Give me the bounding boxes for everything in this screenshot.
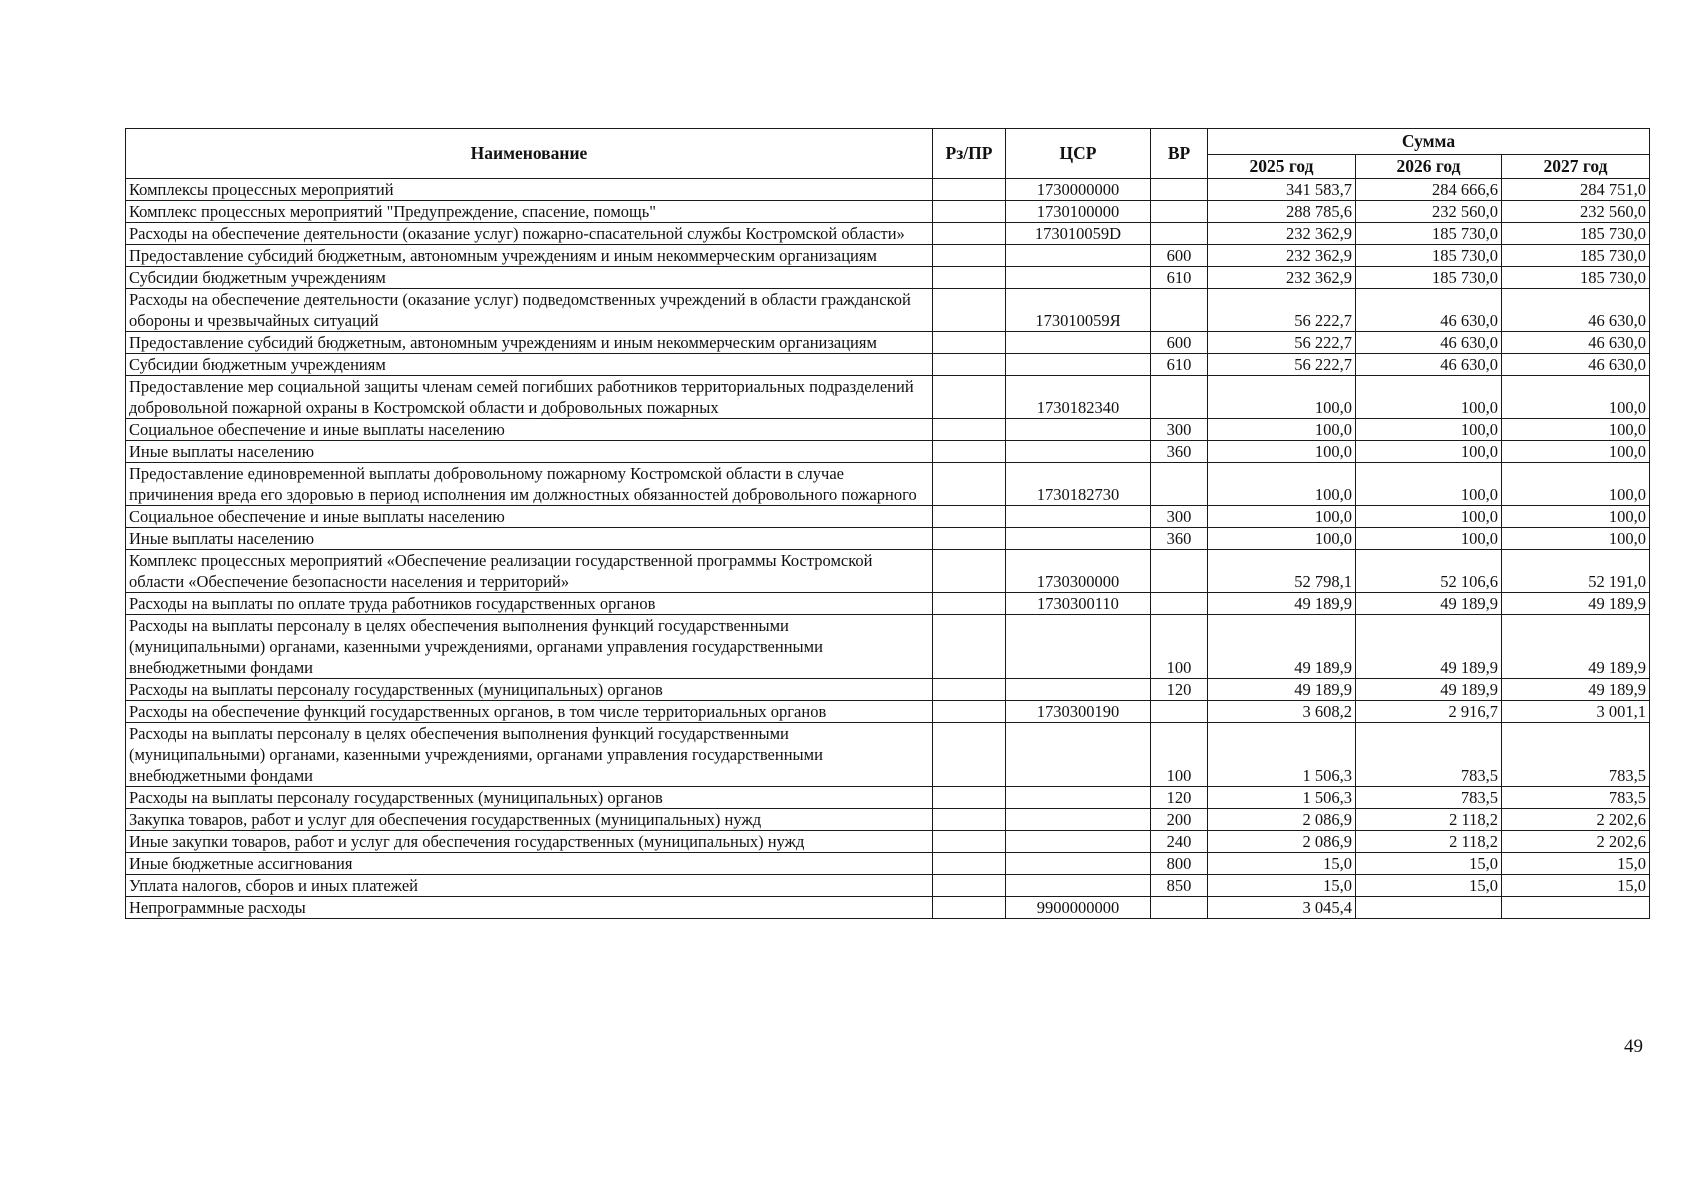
cell-vr: 100 — [1151, 615, 1208, 679]
cell-2027: 49 189,9 — [1502, 615, 1650, 679]
cell-2026: 52 106,6 — [1356, 550, 1502, 593]
cell-name: Расходы на обеспечение деятельности (оказание услуг) пожарно-спасательной службы Костромской области» — [126, 223, 933, 245]
table-row — [126, 853, 1650, 875]
cell-rzpr — [933, 332, 1006, 354]
cell-2027: 49 189,9 — [1502, 593, 1650, 615]
cell-name: Предоставление единовременной выплаты добровольному пожарному Костромской области в случае причинения вреда его здоровью в период исполнения им должностных обязанностей добровольного пожарного — [126, 463, 933, 506]
cell-rzpr — [933, 223, 1006, 245]
cell-rzpr — [933, 679, 1006, 701]
table-row — [126, 332, 1650, 354]
cell-name: Иные выплаты населению — [126, 441, 933, 463]
cell-vr: 120 — [1151, 679, 1208, 701]
cell-2025: 100,0 — [1208, 441, 1356, 463]
cell-rzpr — [933, 615, 1006, 679]
cell-rzpr — [933, 897, 1006, 919]
cell-vr: 120 — [1151, 787, 1208, 809]
cell-2027: 46 630,0 — [1502, 354, 1650, 376]
table-row — [126, 528, 1650, 550]
cell-csr — [1006, 506, 1151, 528]
cell-rzpr — [933, 289, 1006, 332]
cell-2025: 288 785,6 — [1208, 201, 1356, 223]
cell-2027 — [1502, 897, 1650, 919]
cell-2026: 2 118,2 — [1356, 831, 1502, 853]
table-row — [126, 463, 1650, 506]
cell-csr — [1006, 853, 1151, 875]
cell-name: Комплекс процессных мероприятий «Обеспечение реализации государственной программы Костромской области «Обеспечение безопасности населения и территорий» — [126, 550, 933, 593]
table-row — [126, 267, 1650, 289]
cell-vr — [1151, 897, 1208, 919]
cell-name: Субсидии бюджетным учреждениям — [126, 354, 933, 376]
cell-rzpr — [933, 354, 1006, 376]
cell-2026 — [1356, 897, 1502, 919]
cell-2026: 49 189,9 — [1356, 679, 1502, 701]
cell-2026: 783,5 — [1356, 787, 1502, 809]
cell-vr: 610 — [1151, 267, 1208, 289]
cell-rzpr — [933, 179, 1006, 201]
cell-vr — [1151, 289, 1208, 332]
cell-csr: 1730300110 — [1006, 593, 1151, 615]
table-row — [126, 179, 1650, 201]
cell-rzpr — [933, 506, 1006, 528]
table-body — [126, 179, 1650, 919]
cell-rzpr — [933, 441, 1006, 463]
cell-rzpr — [933, 463, 1006, 506]
cell-rzpr — [933, 787, 1006, 809]
cell-vr — [1151, 376, 1208, 419]
cell-2025: 56 222,7 — [1208, 332, 1356, 354]
cell-vr: 610 — [1151, 354, 1208, 376]
header-year-2027: 2027 год — [1502, 155, 1650, 179]
cell-vr — [1151, 223, 1208, 245]
budget-table — [125, 128, 1650, 919]
cell-2026: 100,0 — [1356, 419, 1502, 441]
cell-csr — [1006, 615, 1151, 679]
cell-vr: 600 — [1151, 245, 1208, 267]
cell-csr: 1730000000 — [1006, 179, 1151, 201]
cell-2026: 232 560,0 — [1356, 201, 1502, 223]
cell-2025: 232 362,9 — [1208, 267, 1356, 289]
table-row — [126, 875, 1650, 897]
cell-vr: 300 — [1151, 506, 1208, 528]
cell-csr — [1006, 267, 1151, 289]
cell-name: Расходы на выплаты персоналу государственных (муниципальных) органов — [126, 787, 933, 809]
cell-2026: 100,0 — [1356, 441, 1502, 463]
cell-rzpr — [933, 831, 1006, 853]
cell-csr: 173010059Я — [1006, 289, 1151, 332]
cell-2027: 15,0 — [1502, 853, 1650, 875]
cell-2025: 15,0 — [1208, 875, 1356, 897]
cell-2027: 100,0 — [1502, 506, 1650, 528]
header-year-2026: 2026 год — [1356, 155, 1502, 179]
cell-2025: 100,0 — [1208, 419, 1356, 441]
cell-vr: 240 — [1151, 831, 1208, 853]
page-number: 49 — [1624, 1036, 1643, 1057]
cell-name: Расходы на выплаты персоналу государственных (муниципальных) органов — [126, 679, 933, 701]
cell-2027: 52 191,0 — [1502, 550, 1650, 593]
cell-2027: 783,5 — [1502, 723, 1650, 787]
cell-2026: 2 118,2 — [1356, 809, 1502, 831]
cell-2026: 100,0 — [1356, 463, 1502, 506]
table-row — [126, 506, 1650, 528]
cell-rzpr — [933, 701, 1006, 723]
cell-2025: 100,0 — [1208, 463, 1356, 506]
cell-2026: 185 730,0 — [1356, 245, 1502, 267]
cell-2025: 2 086,9 — [1208, 809, 1356, 831]
cell-2026: 15,0 — [1356, 853, 1502, 875]
cell-2026: 284 666,6 — [1356, 179, 1502, 201]
cell-2027: 2 202,6 — [1502, 831, 1650, 853]
cell-2025: 341 583,7 — [1208, 179, 1356, 201]
table-row — [126, 223, 1650, 245]
cell-csr — [1006, 809, 1151, 831]
cell-csr — [1006, 332, 1151, 354]
cell-csr — [1006, 787, 1151, 809]
cell-2026: 49 189,9 — [1356, 593, 1502, 615]
cell-name: Субсидии бюджетным учреждениям — [126, 267, 933, 289]
cell-csr — [1006, 528, 1151, 550]
cell-csr — [1006, 441, 1151, 463]
table-row — [126, 787, 1650, 809]
cell-name: Расходы на обеспечение деятельности (оказание услуг) подведомственных учреждений в области гражданской обороны и чрезвычайных ситуаций — [126, 289, 933, 332]
cell-csr: 1730182730 — [1006, 463, 1151, 506]
header-name: Наименование — [126, 129, 933, 179]
cell-vr: 100 — [1151, 723, 1208, 787]
table-row — [126, 201, 1650, 223]
cell-2027: 15,0 — [1502, 875, 1650, 897]
cell-2026: 15,0 — [1356, 875, 1502, 897]
cell-name: Уплата налогов, сборов и иных платежей — [126, 875, 933, 897]
cell-2025: 56 222,7 — [1208, 354, 1356, 376]
cell-vr — [1151, 593, 1208, 615]
cell-2025: 1 506,3 — [1208, 787, 1356, 809]
cell-2027: 232 560,0 — [1502, 201, 1650, 223]
cell-name: Расходы на выплаты персоналу в целях обеспечения выполнения функций государственными (муниципальными) органами, казенными учреждениями, органами управления государственными внебюджетными фондами — [126, 723, 933, 787]
header-rzpr: Рз/ПР — [933, 129, 1006, 179]
cell-rzpr — [933, 528, 1006, 550]
cell-csr — [1006, 831, 1151, 853]
cell-2026: 185 730,0 — [1356, 223, 1502, 245]
cell-2025: 52 798,1 — [1208, 550, 1356, 593]
cell-2025: 3 045,4 — [1208, 897, 1356, 919]
cell-rzpr — [933, 376, 1006, 419]
cell-csr — [1006, 875, 1151, 897]
cell-2027: 100,0 — [1502, 463, 1650, 506]
cell-2025: 15,0 — [1208, 853, 1356, 875]
cell-2026: 100,0 — [1356, 376, 1502, 419]
cell-csr: 9900000000 — [1006, 897, 1151, 919]
cell-2025: 3 608,2 — [1208, 701, 1356, 723]
cell-vr: 850 — [1151, 875, 1208, 897]
header-year-2025: 2025 год — [1208, 155, 1356, 179]
table-row — [126, 550, 1650, 593]
table-row — [126, 289, 1650, 332]
cell-name: Закупка товаров, работ и услуг для обеспечения государственных (муниципальных) нужд — [126, 809, 933, 831]
cell-2027: 2 202,6 — [1502, 809, 1650, 831]
cell-rzpr — [933, 419, 1006, 441]
cell-2026: 2 916,7 — [1356, 701, 1502, 723]
cell-name: Социальное обеспечение и иные выплаты населению — [126, 506, 933, 528]
table-row — [126, 679, 1650, 701]
cell-2026: 46 630,0 — [1356, 332, 1502, 354]
cell-vr: 600 — [1151, 332, 1208, 354]
cell-name: Расходы на обеспечение функций государственных органов, в том числе территориальных органов — [126, 701, 933, 723]
table-row — [126, 831, 1650, 853]
cell-csr — [1006, 723, 1151, 787]
cell-2025: 100,0 — [1208, 376, 1356, 419]
table-header — [126, 129, 1650, 179]
cell-vr: 360 — [1151, 528, 1208, 550]
cell-rzpr — [933, 723, 1006, 787]
cell-2027: 100,0 — [1502, 441, 1650, 463]
table-row — [126, 701, 1650, 723]
cell-csr — [1006, 245, 1151, 267]
cell-name: Социальное обеспечение и иные выплаты населению — [126, 419, 933, 441]
cell-vr — [1151, 201, 1208, 223]
cell-2026: 49 189,9 — [1356, 615, 1502, 679]
table-row — [126, 245, 1650, 267]
cell-2026: 46 630,0 — [1356, 354, 1502, 376]
table-row — [126, 376, 1650, 419]
cell-csr: 1730300190 — [1006, 701, 1151, 723]
cell-2026: 100,0 — [1356, 528, 1502, 550]
cell-vr — [1151, 550, 1208, 593]
cell-csr: 1730100000 — [1006, 201, 1151, 223]
cell-rzpr — [933, 853, 1006, 875]
cell-2027: 100,0 — [1502, 528, 1650, 550]
cell-2027: 46 630,0 — [1502, 289, 1650, 332]
cell-csr: 173010059D — [1006, 223, 1151, 245]
cell-2027: 185 730,0 — [1502, 267, 1650, 289]
cell-vr: 800 — [1151, 853, 1208, 875]
cell-csr: 1730300000 — [1006, 550, 1151, 593]
table-row — [126, 897, 1650, 919]
table-row — [126, 441, 1650, 463]
cell-rzpr — [933, 201, 1006, 223]
cell-name: Предоставление субсидий бюджетным, автономным учреждениям и иным некоммерческим организациям — [126, 332, 933, 354]
cell-name: Предоставление мер социальной защиты членам семей погибших работников территориальных подразделений добровольной пожарной охраны в Костромской области и добровольных пожарных — [126, 376, 933, 419]
cell-2025: 49 189,9 — [1208, 679, 1356, 701]
cell-2027: 185 730,0 — [1502, 245, 1650, 267]
cell-rzpr — [933, 593, 1006, 615]
cell-name: Иные выплаты населению — [126, 528, 933, 550]
cell-rzpr — [933, 267, 1006, 289]
cell-csr — [1006, 354, 1151, 376]
cell-vr — [1151, 463, 1208, 506]
cell-2026: 783,5 — [1356, 723, 1502, 787]
cell-vr: 200 — [1151, 809, 1208, 831]
cell-rzpr — [933, 550, 1006, 593]
cell-2025: 232 362,9 — [1208, 223, 1356, 245]
header-sum: Сумма — [1208, 129, 1650, 155]
cell-csr — [1006, 419, 1151, 441]
header-vr: ВР — [1151, 129, 1208, 179]
cell-2025: 49 189,9 — [1208, 593, 1356, 615]
cell-2026: 46 630,0 — [1356, 289, 1502, 332]
cell-2027: 100,0 — [1502, 419, 1650, 441]
cell-2027: 783,5 — [1502, 787, 1650, 809]
cell-name: Комплексы процессных мероприятий — [126, 179, 933, 201]
cell-name: Расходы на выплаты по оплате труда работников государственных органов — [126, 593, 933, 615]
header-csr: ЦСР — [1006, 129, 1151, 179]
cell-2026: 185 730,0 — [1356, 267, 1502, 289]
cell-name: Расходы на выплаты персоналу в целях обеспечения выполнения функций государственными (муниципальными) органами, казенными учреждениями, органами управления государственными внебюджетными фондами — [126, 615, 933, 679]
cell-2025: 100,0 — [1208, 506, 1356, 528]
cell-csr: 1730182340 — [1006, 376, 1151, 419]
cell-2025: 100,0 — [1208, 528, 1356, 550]
table-row — [126, 809, 1650, 831]
cell-name: Непрограммные расходы — [126, 897, 933, 919]
cell-2027: 49 189,9 — [1502, 679, 1650, 701]
cell-2027: 284 751,0 — [1502, 179, 1650, 201]
cell-rzpr — [933, 245, 1006, 267]
cell-vr — [1151, 179, 1208, 201]
table-row — [126, 354, 1650, 376]
cell-2025: 56 222,7 — [1208, 289, 1356, 332]
cell-2025: 232 362,9 — [1208, 245, 1356, 267]
cell-2027: 3 001,1 — [1502, 701, 1650, 723]
table-row — [126, 419, 1650, 441]
table-row — [126, 615, 1650, 679]
cell-name: Иные закупки товаров, работ и услуг для обеспечения государственных (муниципальных) нужд — [126, 831, 933, 853]
cell-vr: 300 — [1151, 419, 1208, 441]
cell-csr — [1006, 679, 1151, 701]
cell-vr — [1151, 701, 1208, 723]
cell-2027: 46 630,0 — [1502, 332, 1650, 354]
cell-2027: 100,0 — [1502, 376, 1650, 419]
cell-2025: 1 506,3 — [1208, 723, 1356, 787]
cell-vr: 360 — [1151, 441, 1208, 463]
cell-2026: 100,0 — [1356, 506, 1502, 528]
cell-2027: 185 730,0 — [1502, 223, 1650, 245]
table-row — [126, 593, 1650, 615]
cell-2025: 49 189,9 — [1208, 615, 1356, 679]
cell-name: Предоставление субсидий бюджетным, автономным учреждениям и иным некоммерческим организациям — [126, 245, 933, 267]
table-row — [126, 723, 1650, 787]
cell-name: Комплекс процессных мероприятий "Предупреждение, спасение, помощь" — [126, 201, 933, 223]
cell-name: Иные бюджетные ассигнования — [126, 853, 933, 875]
cell-2025: 2 086,9 — [1208, 831, 1356, 853]
cell-rzpr — [933, 875, 1006, 897]
cell-rzpr — [933, 809, 1006, 831]
